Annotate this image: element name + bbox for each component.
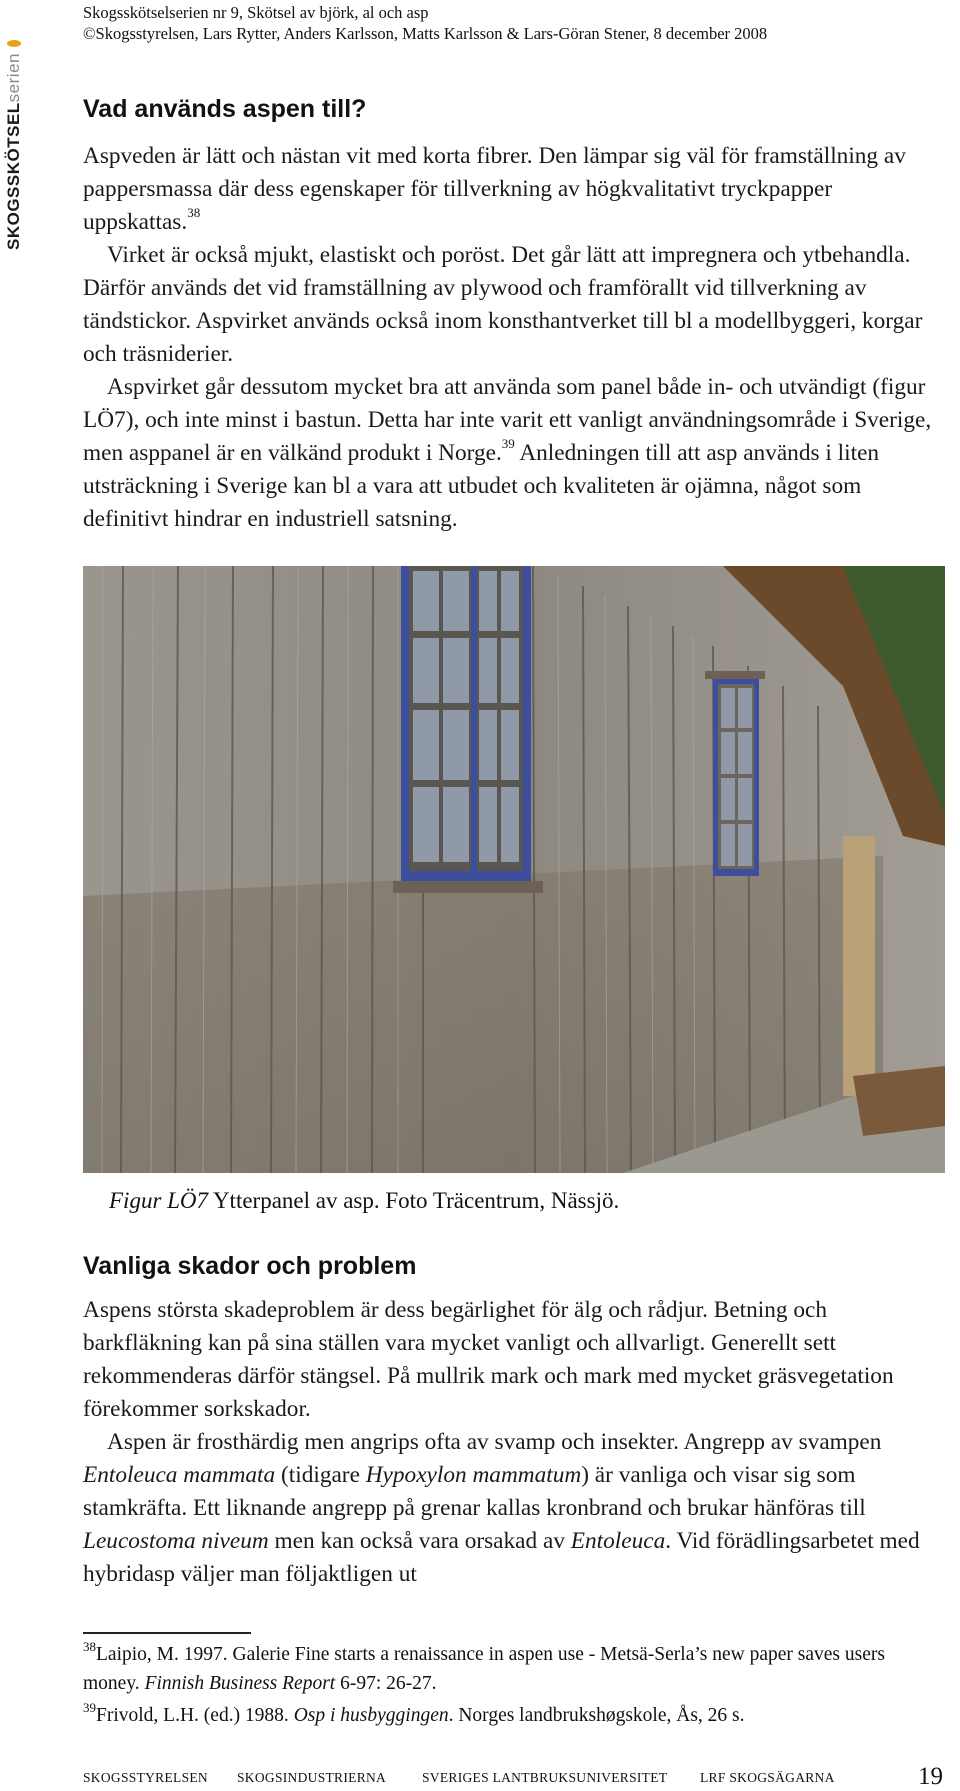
footer-org: LRF SKOGSÄGARNA [700, 1770, 835, 1785]
running-header [83, 2, 767, 44]
footnote-ref[interactable]: 39 [501, 436, 515, 452]
footer-org: SKOGSSTYRELSEN [83, 1770, 208, 1785]
footnote: $^{38}$Laipio, M. 1997. Galerie Fine starts a renaissance in aspen use - Metsä-Serla’s new paper saves users money. Finnish Business Report 6-97: 26-27. [83, 1638, 885, 1694]
paragraph: Aspens största skadeproblem är dess begärlighet för älg och rådjur. Betning och barkfläkning kan på sina ställen vara mycket vanligt och allvarligt. Generellt sett rekommenderas därför stängsel. På mullrik mark och mark med mycket gräsvegetation förekommer sorkskador. [83, 1297, 894, 1422]
section-uses-body [83, 140, 943, 536]
footnote-divider [83, 1632, 251, 1634]
photo-illustration [83, 566, 945, 1173]
footnotes [83, 1640, 943, 1733]
section-damage-body [83, 1294, 943, 1591]
paragraph: Aspvirket går dessutom mycket bra att använda som panel både in- och utvändigt (figur LÖ7), och inte minst i bastun. Detta har inte varit ett vanligt användningsområde i Sverige, men asppanel är en välkänd produkt i Norge.$^{39}$ Anledningen till att asp används i liten utsträckning i Sverige kan bl a vara att utbudet och kvaliteten är ojämna, något som definitivt hindrar en industriell satsning. [83, 374, 932, 532]
footer-org: SKOGSINDUSTRIERNA [237, 1770, 387, 1785]
footer-org: SVERIGES LANTBRUKSUNIVERSITET [422, 1770, 668, 1785]
figure-label: Figur LÖ7 [109, 1188, 209, 1213]
section-heading-uses: Vad används aspen till? [83, 95, 367, 123]
series-logo [3, 40, 25, 250]
footnote: $^{39}$Frivold, L.H. (ed.) 1988. Osp i husbyggingen. Norges landbrukshøgskole, Ås, 26 s. [83, 1699, 745, 1726]
footnote-ref[interactable]: 38 [187, 205, 201, 221]
page-number: 19 [918, 1763, 943, 1790]
paragraph: Virket är också mjukt, elastiskt och poröst. Det går lätt att impregnera och ytbehandla. Därför används det vid framställning av plywood och framförallt vid tillverkning av tändstickor. Aspvirket används också inom konsthantverket till bl a modellbyggeri, korgar och träsniderier. [83, 242, 923, 367]
section-heading-damage: Vanliga skador och problem [83, 1252, 417, 1280]
paragraph: Aspveden är lätt och nästan vit med korta fibrer. Den lämpar sig väl för framställning av pappersmassa där dess egenskaper för tillverkning av högkvalitativt tryckpapper uppskattas.$^{38}$ [83, 143, 906, 235]
header-copyright: ©Skogsstyrelsen, Lars Rytter, Anders Karlsson, Matts Karlsson & Lars-Göran Stener, 8 december 2008 [83, 24, 768, 43]
page-footer [83, 1763, 943, 1790]
series-logo-text: SKOGSSKÖTSELserien [4, 53, 23, 250]
paragraph: Aspen är frosthärdig men angrips ofta av svamp och insekter. Angrepp av svampen Entoleuca mammata (tidigare Hypoxylon mammatum) är vanliga och visar sig som stamkräfta. Ett liknande angrepp på grenar kallas kronbrand och brukar hänföras till Leucostoma niveum men kan också vara orsakad av Entoleuca. Vid förädlingsarbetet med hybridasp väljer man följaktligen ut [83, 1429, 920, 1587]
figure-caption: Figur LÖ7 Ytterpanel av asp. Foto Träcentrum, Nässjö. [109, 1188, 620, 1213]
figure-aspen-panel-photo [83, 566, 945, 1173]
logo-dot-icon [7, 40, 21, 47]
header-series-title: Skogsskötselserien nr 9, Skötsel av björk, al och asp [83, 3, 429, 22]
